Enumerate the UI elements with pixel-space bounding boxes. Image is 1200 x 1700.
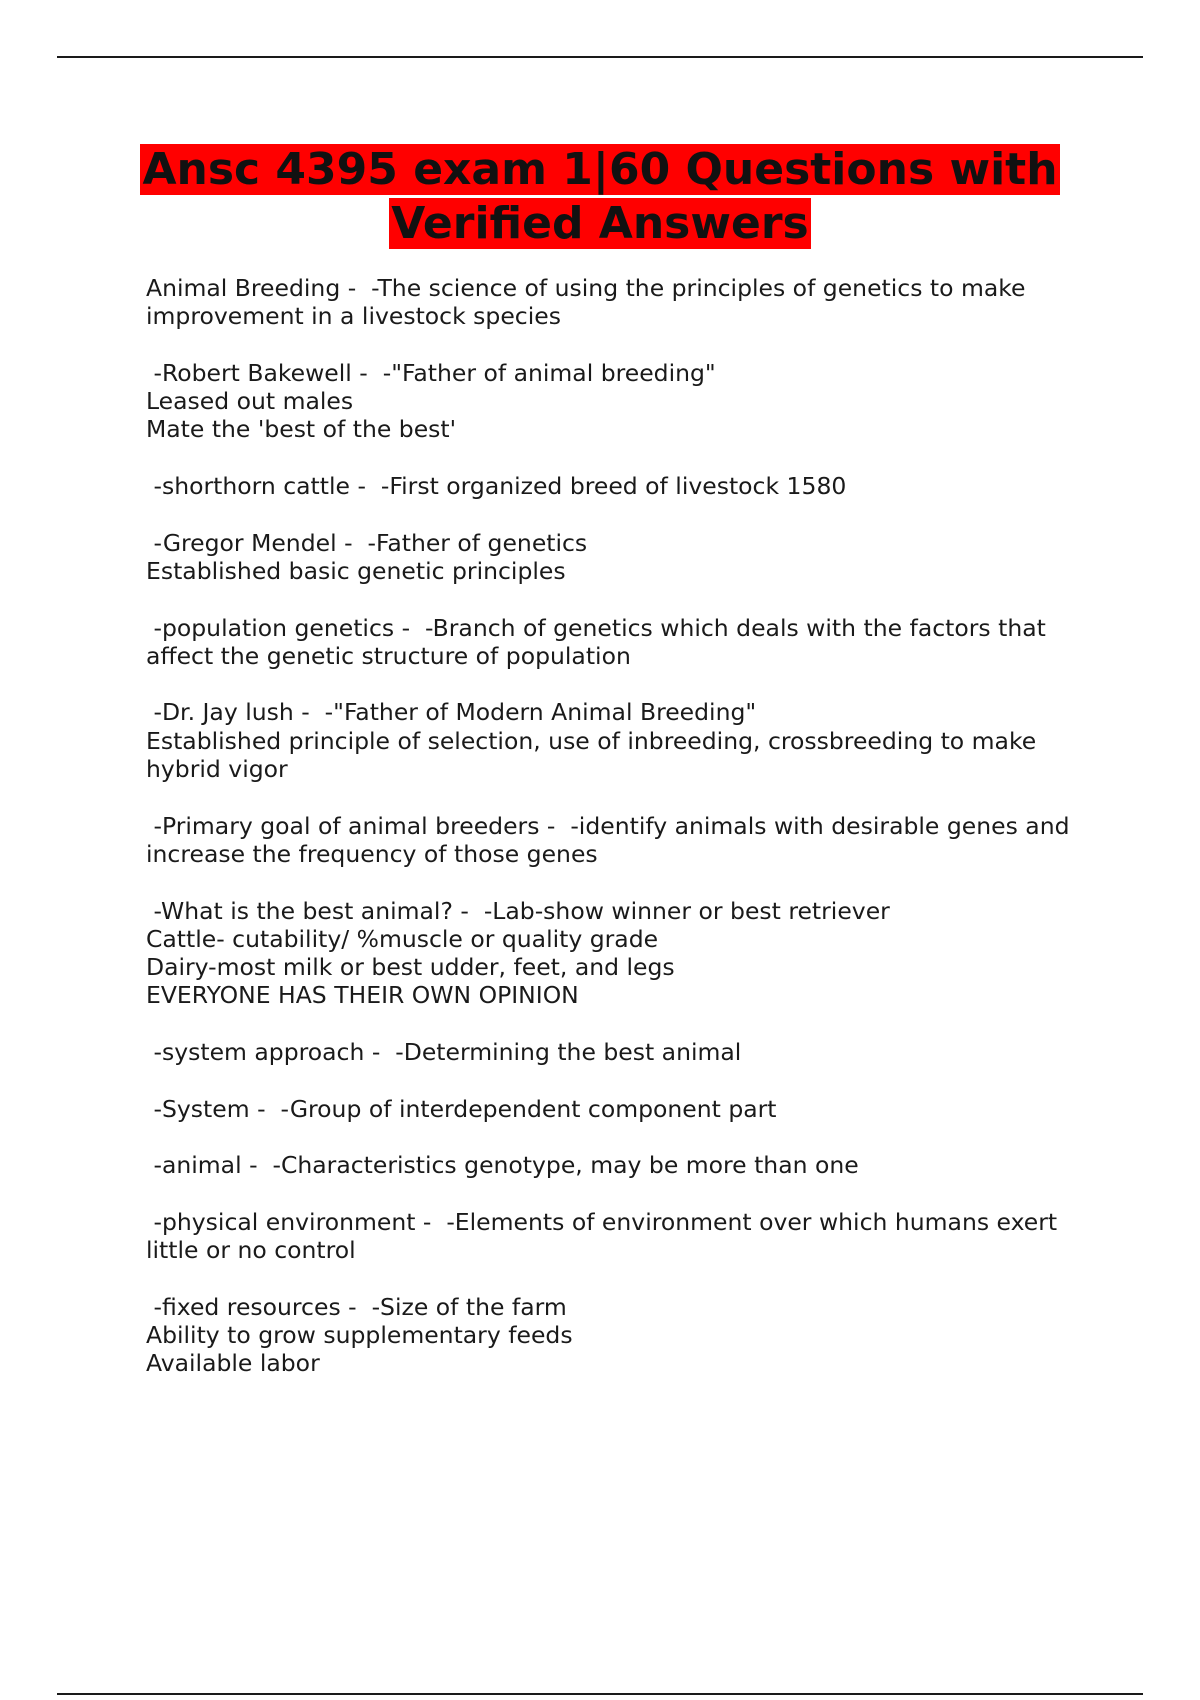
qa-term-line: -system approach - -Determining the best animal [146,1038,742,1067]
qa-entry [146,472,1096,500]
qa-term-line: -System - -Group of interdependent component part [146,1094,777,1123]
qa-term-line: -Primary goal of animal breeders - -identify animals with desirable genes and increase the frequency of those genes [146,811,1077,868]
qa-term-line: -fixed resources - -Size of the farm [146,1292,567,1321]
qa-entry [146,359,1096,444]
title-highlight: Ansc 4395 exam 1|60 Questions with Verified Answers [142,144,1058,249]
qa-entry [146,1293,1096,1378]
qa-list [146,274,1096,1406]
top-rule [57,56,1143,58]
qa-detail-line: Established principle of selection, use of inbreeding, crossbreeding to make hybrid vigor [146,726,1044,784]
qa-detail-line: Cattle- cutability/ %muscle or quality grade [146,924,659,953]
qa-entry [146,529,1096,586]
qa-detail-line: Mate the 'best of the best' [146,415,457,444]
qa-term-line: -population genetics - -Branch of genetics which deals with the factors that affect the genetic structure of population [146,613,1054,670]
qa-term-line: -What is the best animal? - -Lab-show winner or best retriever [146,896,890,925]
qa-entry [146,698,1096,783]
qa-term-line: -Robert Bakewell - -"Father of animal breeding" [146,358,716,387]
qa-term-line: -animal - -Characteristics genotype, may be more than one [146,1151,859,1180]
qa-detail-line: EVERYONE HAS THEIR OWN OPINION [146,981,579,1010]
qa-detail-line: Ability to grow supplementary feeds [146,1320,573,1349]
qa-entry [146,1038,1096,1066]
qa-term-line: -Dr. Jay lush - -"Father of Modern Animal Breeding" [146,698,757,727]
qa-entry [146,614,1096,671]
qa-term-line: -Gregor Mendel - -Father of genetics [146,528,588,557]
qa-term-line: -shorthorn cattle - -First organized breed of livestock 1580 [146,472,847,501]
page-title [100,143,1100,251]
qa-detail-line: Leased out males [146,387,354,416]
qa-entry [146,897,1096,1010]
qa-detail-line: Established basic genetic principles [146,556,566,585]
bottom-rule [57,1693,1143,1695]
qa-entry [146,812,1096,869]
qa-entry [146,1095,1096,1123]
qa-term-line: Animal Breeding - -The science of using the principles of genetics to make improvement in a livestock species [146,274,1033,331]
qa-entry [146,274,1096,331]
qa-detail-line: Available labor [146,1349,320,1378]
qa-detail-line: Dairy-most milk or best udder, feet, and legs [146,953,675,982]
qa-entry [146,1208,1096,1265]
qa-term-line: -physical environment - -Elements of environment over which humans exert little or no control [146,1207,1065,1265]
qa-entry [146,1151,1096,1179]
